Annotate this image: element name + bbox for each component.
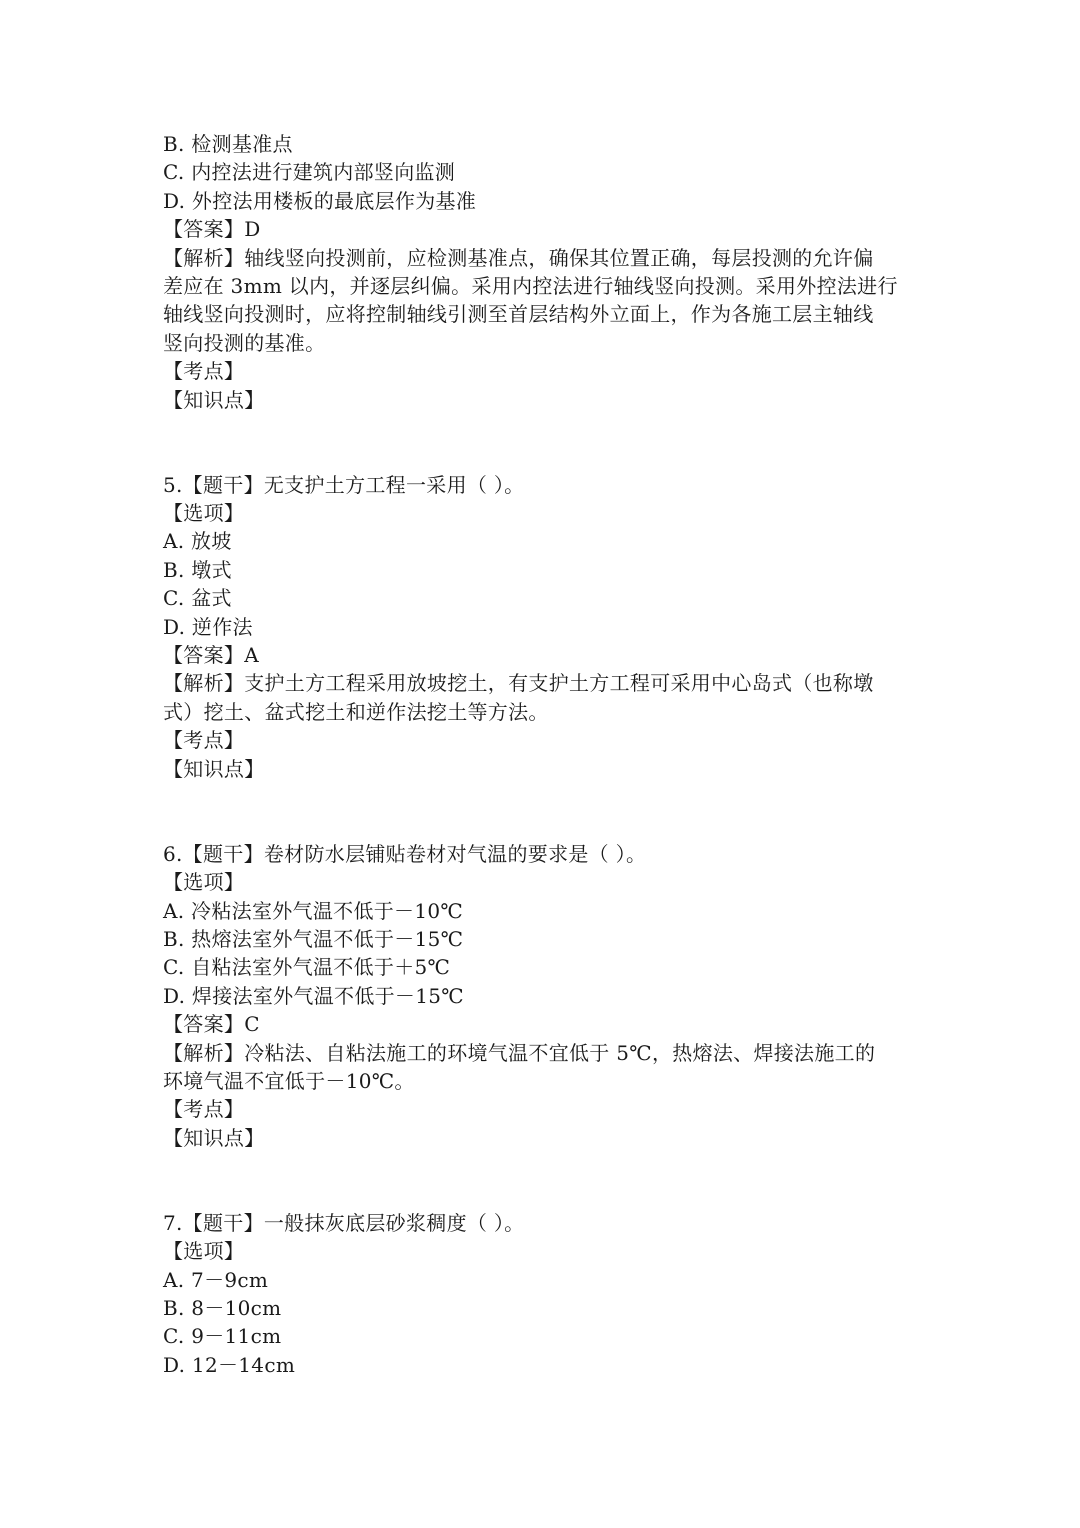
analysis-line-2: 式）挖土、盆式挖土和逆作法挖土等方法。 — [163, 699, 549, 724]
analysis-line-1: 【解析】支护土方工程采用放坡挖土，有支护土方工程可采用中心岛式（也称墩 — [163, 671, 874, 696]
zhishidian: 【知识点】 — [163, 1125, 265, 1150]
question-6 — [163, 840, 923, 1152]
option-c: C. 盆式 — [163, 586, 232, 611]
kaodian: 【考点】 — [163, 359, 245, 384]
question-7 — [163, 1209, 923, 1379]
answer: 【答案】C — [163, 1012, 260, 1037]
option-c: C. 9－11cm — [163, 1324, 282, 1349]
option-c: C. 自粘法室外气温不低于＋5℃ — [163, 955, 451, 980]
analysis-line-4: 竖向投测的基准。 — [163, 330, 326, 355]
option-a: A. 冷粘法室外气温不低于－10℃ — [163, 898, 464, 923]
option-a: A. 7－9cm — [163, 1267, 269, 1292]
answer: 【答案】A — [163, 643, 259, 668]
question-stem: 5.【题干】无支护土方工程一采用（ ）。 — [163, 472, 525, 497]
analysis-line-1: 【解析】轴线竖向投测前，应检测基准点，确保其位置正确，每层投测的允许偏 — [163, 245, 874, 270]
options-label: 【选项】 — [163, 1239, 245, 1264]
option-c: C. 内控法进行建筑内部竖向监测 — [163, 160, 456, 185]
question-5 — [163, 471, 923, 783]
option-b: B. 墩式 — [163, 557, 232, 582]
answer: 【答案】D — [163, 217, 261, 242]
option-b: B. 8－10cm — [163, 1296, 282, 1321]
question-stem: 7.【题干】一般抹灰底层砂浆稠度（ ）。 — [163, 1210, 525, 1235]
document-content — [163, 130, 923, 1379]
question-4-tail — [163, 130, 923, 414]
options-label: 【选项】 — [163, 501, 245, 526]
analysis-line-1: 【解析】冷粘法、自粘法施工的环境气温不宜低于 5℃，热熔法、焊接法施工的 — [163, 1040, 876, 1065]
option-b: B. 热熔法室外气温不低于－15℃ — [163, 926, 464, 951]
kaodian: 【考点】 — [163, 728, 245, 753]
analysis-line-2: 差应在 3mm 以内，并逐层纠偏。采用内控法进行轴线竖向投测。采用外控法进行 — [163, 273, 898, 298]
option-b: B. 检测基准点 — [163, 132, 293, 156]
options-label: 【选项】 — [163, 870, 245, 895]
option-d: D. 外控法用楼板的最底层作为基准 — [163, 188, 477, 213]
option-d: D. 焊接法室外气温不低于－15℃ — [163, 983, 464, 1008]
kaodian: 【考点】 — [163, 1097, 245, 1122]
option-a: A. 放坡 — [163, 529, 232, 554]
question-stem: 6.【题干】卷材防水层铺贴卷材对气温的要求是（ ）。 — [163, 841, 647, 866]
option-d: D. 12－14cm — [163, 1352, 296, 1377]
analysis-line-2: 环境气温不宜低于－10℃。 — [163, 1068, 415, 1093]
zhishidian: 【知识点】 — [163, 387, 265, 412]
option-d: D. 逆作法 — [163, 614, 253, 639]
analysis-line-3: 轴线竖向投测时，应将控制轴线引测至首层结构外立面上，作为各施工层主轴线 — [163, 302, 874, 327]
zhishidian: 【知识点】 — [163, 756, 265, 781]
